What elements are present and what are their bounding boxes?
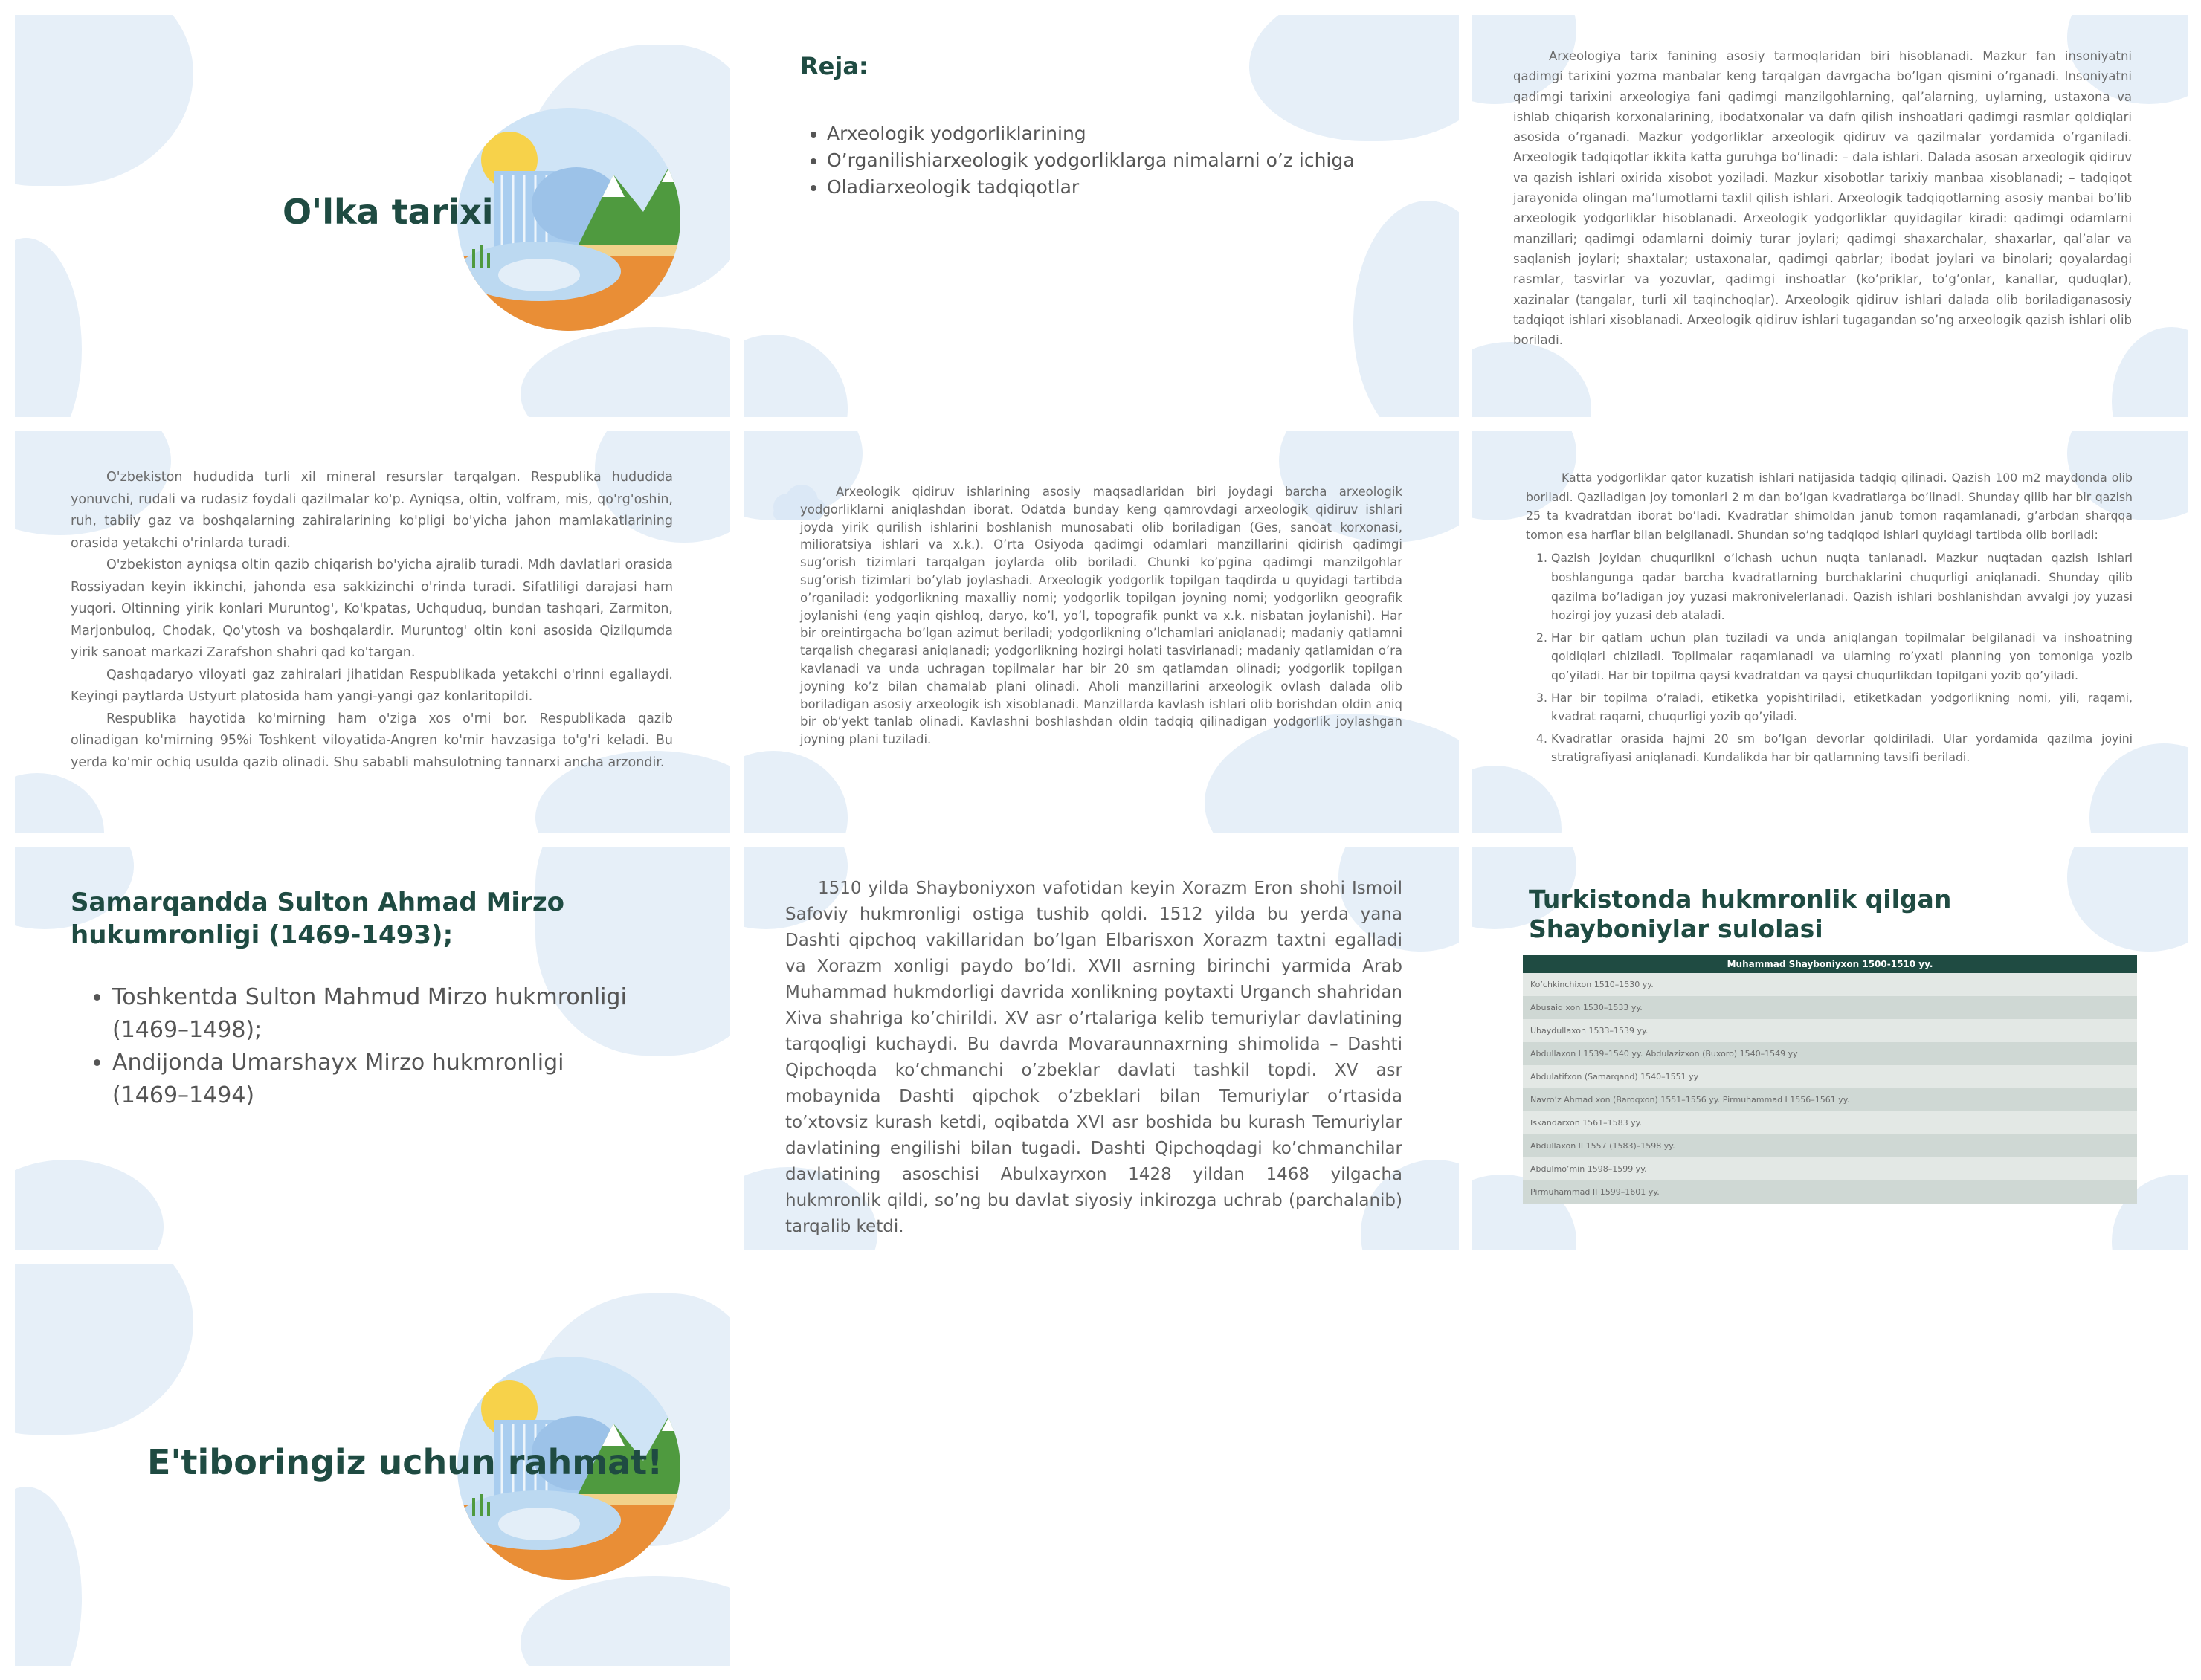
slide-qidiruv[interactable]: [744, 431, 1459, 833]
content-paragraph: Arxeologik qidiruv ishlarining asosiy maqsadlaridan biri joydagi barcha arxeologik yodgorliklarni aniqlashdan iborat. Odatda bunday keng qamrovdagi arxeologik qidiruv ishlari joyda yirik qurilish ishlarini boshlanish munosabati olib boriladigan (Ges, sanoat korxonasi, milioratsiya ishlari va x.k.). O’rta Osiyoda qadimgi odamlari manzillarini qidirish qadimgi sug’orish tizimlari tarqalgan joylarda olib boriladi. Chunki ko’pgina qadimgi manzilgohlar sug’orish tizimlari bo’ylab joylashadi. Arxeologik yodgorlik topilgan taqdirda u quyidagi tartibda o’rganiladi: yodgorlikning maxalliy nomi; yodgorlik topilgan joyning nomi; yodgorlikn geografik joylanishi (eng yaqin qishloq, daryo, ko’l, yo’l, topografik punkt va x.k. nisbatan joylanishi). Har bir oreintirgacha bo’lgan azimut beriladi; yodgorlikning o’lchamlari aniqlanadi; madaniy qatlamni tarqalish chegarasi aniqlanadi; yodgorlikning hozirgi holati tasvirlanadi; madaniy qatlamidan o’ra kavlanadi va unda uchragan topilmalar har bir 20 sm qatlamdan olinadi; yodgorlik topilgan joyning ko’z bilan chamalab plani olinadi. Aholi manzillarini arxeologik ovlash dalada olib boriladigan asosiy arxeologik ish xisoblanadi. Manzillarda kavlash ishlari olib borishdan oldin aniq bir ob’yekt tanlab olinadi. Kavlashni boshlashdan oldin tadqiq qilinadigan yodgorlik joylashgan joyning plani tuziladi.: [800, 485, 1402, 747]
slide-heading: Turkistonda hukmronlik qilgan Shayboniylar sulolasi: [1529, 885, 1952, 943]
decor-blob: [744, 335, 848, 417]
paragraph: Respublika hayotida ko'mirning ham o'ziga xos o'rni bor. Respublikada qazib olinadigan ko'mirning 95%i Toshkent viloyatida-Angren ko'mir havzasiga to'g'ri keladi. Bu yerda ko'mir ochiq usulda qazib olinadi. Shu sababli mahsulotning tannarxi ancha arzondir.: [71, 711, 673, 770]
paragraph: O'zbekiston hududida turli xil mineral resurslar tarqalgan. Respublika hududida yonuvchi, rudali va rudasiz foydali qazilmalar ko'p. Ayniqsa, oltin, volfram, mis, qo'rg'oshin, ruh, tabiiy gaz va boshqalarning zahiralarining ko'pligi bo'yicha jahon mamlakatlarining orasida yetakchi o'rinlarda turadi.: [71, 470, 673, 551]
rulers-list: [86, 981, 648, 1112]
table-row: Abusaid xon 1530–1533 yy.: [1523, 996, 2137, 1019]
decor-blob: [15, 773, 104, 833]
table-row: Abdullaxon I 1539–1540 yy. Abdulazizxon (Buxoro) 1540–1549 yy: [1523, 1042, 2137, 1065]
decor-blob: [15, 238, 82, 417]
paragraph: Qashqadaryo viloyati gaz zahiralari jihatidan Respublikada yetakchi o'rinni egallaydi. Keyingi paytlarda Ustyurt platosida ham yangi-yangi gaz konlaritopildi.: [71, 667, 673, 704]
slide-reja[interactable]: [744, 15, 1459, 417]
table-header: Muhammad Shayboniyxon 1500-1510 yy.: [1523, 955, 2137, 973]
plan-item: • Oladiarxeologik tadqiqotlar: [827, 174, 1355, 201]
decor-blob: [15, 15, 193, 186]
slide-heading: Samarqandda Sulton Ahmad Mirzo hukumronligi (1469-1493);: [71, 888, 564, 950]
closing-title: E'tiboringiz uchun rahmat!: [147, 1442, 663, 1482]
table-row: Abdulatifxon (Samarqand) 1540–1551 yy: [1523, 1065, 2137, 1088]
decor-blob: [1472, 342, 1591, 417]
slide-arxeologiya[interactable]: [1472, 15, 2188, 417]
ruler-item: • Andijonda Umarshayx Mirzo hukmronligi (1469–1494): [112, 1047, 648, 1112]
slide-closing[interactable]: [15, 1264, 730, 1666]
decor-blob: [521, 1576, 730, 1666]
table-row: Iskandarxon 1561–1583 yy.: [1523, 1111, 2137, 1134]
paragraph: O'zbekiston ayniqsa oltin qazib chiqarish bo'yicha ajralib turadi. Mdh davlatlari orasida Rossiyadan keyin ikkinchi, jahonda esa sakkizinchi o'rinda turadi. Sifatliligi darajasi ham yuqori. Oltinning yirik konlari Muruntog', Ko'kpatas, Uchquduq, bundan tashqari, Zarmiton, Marjonbuloq, Chodak, Qo'ytosh va boshqalardir. Muruntog' oltin koni asosida Qizilqumda yirik sanoat markazi Zarafshon shahri qad ko'targan.: [71, 558, 673, 660]
slide-xorazm[interactable]: [744, 847, 1459, 1250]
content-paragraphs: [71, 467, 673, 774]
slide-shayboniylar[interactable]: [1472, 847, 2188, 1250]
step-item: 3. Har bir topilma o’raladi, etiketka yopishtiriladi, etiketkadan yodgorlikning nomi, yili, raqami, kvadrat raqami, chuqurligi yozib qo’yiladi.: [1551, 688, 2133, 726]
table-row: Abdulmo’min 1598–1599 yy.: [1523, 1157, 2137, 1180]
table-row: Navro’z Ahmad xon (Baroqxon) 1551–1556 yy. Pirmuhammad I 1556–1561 yy.: [1523, 1088, 2137, 1111]
steps-list: [1526, 549, 2133, 767]
decor-blob: [15, 1487, 82, 1666]
slide-title-text: O'lka tarixi: [283, 192, 494, 232]
decor-blob: [15, 1160, 164, 1250]
table-row: Pirmuhammad II 1599–1601 yy.: [1523, 1180, 2137, 1204]
plan-list: [800, 120, 1355, 201]
table-row: Ko’chkinchixon 1510–1530 yy.: [1523, 973, 2137, 996]
intro-paragraph: Katta yodgorliklar qator kuzatish ishlari natijasida tadqiq qilinadi. Qazish 100 m2 maydonda olib boriladi. Qaziladigan joy tomonlari 2 m dan bo’lgan kvadratlarga bo’linadi. Shunday qilib har bir qazish 25 ta kvadratdan iborat bo’ladi. Kvadratlar shimoldan janub tomon raqamlanadi, g’arbdan sharqqa tomon esa harflar bilan belgilanadi. Shundan so’ng tadqiqod ishlari quyidagi tartibda olib boriladi:: [1526, 471, 2133, 542]
decor-blob: [521, 327, 730, 417]
step-item: 1. Qazish joyidan chuqurlikni o’lchash uchun nuqta tanlanadi. Mazkur nuqtadan qazish ishlari boshlangunga qadar barcha kvadratlarning burchaklarini chuqurligi aniqlanadi. Shunday qilib qazilma bo’ladigan joy yuzasi makronivelerlanadi. Qazish ishlari boshlanishdan avvalgi joy yuzasi hozirgi joy yuzasi deb ataladi.: [1551, 549, 2133, 624]
step-item: 4. Kvadratlar orasida hajmi 20 sm bo’lgan devorlar qoldiriladi. Ular yordamida qazilma joyini stratigrafiyasi aniqlanadi. Kundalikda har bir qatlamning tavsifi beriladi.: [1551, 729, 2133, 767]
decor-blob: [1353, 201, 1459, 417]
plan-heading: Reja:: [800, 52, 869, 80]
step-item: 2. Har bir qatlam uchun plan tuziladi va unda aniqlangan topilmalar belgilanadi va inshoatning qoldiqlari chiziladi. Topilmalar raqamlanadi va ularning ro’yxati planning yon tomoniga yozib qo’yiladi. Har bir topilma qaysi kvadratdan va qaysi chuqurlikdan topilgani yozib qo’yiladi.: [1551, 628, 2133, 685]
decor-blob: [1472, 766, 1562, 833]
plan-item: • Arxeologik yodgorliklarining: [827, 120, 1355, 147]
decor-blob: [744, 751, 848, 833]
content-block: [1526, 468, 2133, 770]
plan-item: • O’rganilishiarxeologik yodgorliklarga nimalarni o’z ichiga: [827, 147, 1355, 174]
dynasty-table: [1523, 955, 2137, 1204]
slide-resurslar[interactable]: [15, 431, 730, 833]
ruler-item: • Toshkentda Sulton Mahmud Mirzo hukmronligi (1469–1498);: [112, 981, 648, 1047]
decor-blob: [15, 1264, 193, 1435]
slide-hukmronlik[interactable]: [15, 847, 730, 1250]
table-row: Ubaydullaxon 1533–1539 yy.: [1523, 1019, 2137, 1042]
table-row: Abdullaxon II 1557 (1583)–1598 yy.: [1523, 1134, 2137, 1157]
slide-qazish[interactable]: [1472, 431, 2188, 833]
content-paragraph: Arxeologiya tarix fanining asosiy tarmoqlaridan biri hisoblanadi. Mazkur fan insoniyatni qadimgi tarixini yozma manbalar keng tarqalgan davrgacha bo’lgan qismini o’rganadi. Insoniyatni qadimgi tarixini arxeologiya fani qadimgi manzilgohlarning, qal’alarning, uylarning, ustaxona va ishlab chiqarish korxonalarining, ibodatxonalar va dafn qilish inshoatlari qadimgi rasmlar qoldiqlari asosida o’rganadi. Mazkur yodgorliklar arxeologik qidiruv va qazilmalar yordamida o’rganiladi. Arxeologik tadqiqotlar ikkita katta guruhga bo’linadi: – dala ishlari. Dalada asosan arxeologik qidiruv va qazish ishlari oxirida xisobot yoziladi. Mazkur xisobotlar tarixiy manbaa xisoblanadi; – tadqiqot jarayonida olingan ma’lumotlarni taxlil qilish ishlari. Arxeologik tadqiqotlarning asosiy manbai bo’lib arxeologik yodgorliklar hisoblanadi. Arxeologik yodgorliklar quyidagilar kiradi: qadimgi odamlarni manzillari; qadimgi odamlarni doimiy turar joylari; qadimgi shaxarchalar, shaxarlar, qal’alar va saqlanish joylari; shaxtalar; ustaxonalar, qadimgi qabrlar; ibodat joylari va binolari; qoyalardagi rasmlar, tasvirlar va yozuvlar, qadimgi inshoatlar (ko’priklar, to’g’onlar, kanallar, quduqlar), xazinalar (tangalar, turli xil taqinchoqlar). Arxeologik qidiruv ishlari dalada olib boriladiganasosiy tadqiqot ishlari xisoblanadi. Arxeologik qidiruv ishlari tugagandan so’ng arxeologik qazish ishlari olib boriladi.: [1513, 49, 2132, 348]
content-paragraph: 1510 yilda Shayboniyxon vafotidan keyin Xorazm Eron shohi Ismoil Safoviy hukmronligi ostiga tushib qoldi. 1512 yilda bu yerda yana Dashti qipchoq vakillaridan bo’lgan Elbarisxon Xorazm taxtni egalladi va Xorazm xonligi paydo bo’ldi. XVII asrning birinchi yarmida Arab Muhammad hukmdorligi davrida xonlikning poytaxti Urganch shahridan Xiva shahriga ko’chirildi. XV asr o’rtalariga kelib temuriylar davlatining tarqoqligi kuchaydi. Bu davrda Movaraunnaxrning shimolida – Dashti Qipchoqda ko’chmanchi o’zbeklar davlati tashkil topdi. XV asr mobaynida Dashti qipchok o’zbeklari bilan Temuriylar o’rtasida to’xtovsiz kurash ketdi, oqibatda XVI asr boshida bu kurash Temuriylar davlatining engilishi bilan tugadi. Dashti Qipchoqdagi ko’chmanchilar davlatining asoschisi Abulxayrxon 1428 yildan 1468 yilgacha hukmronlik qildi, so’ng bu davlat siyosiy inkirozga uchrab (parchalanib) tarqalib ketdi.: [785, 879, 1402, 1236]
slide-title[interactable]: [15, 15, 730, 417]
dynasty-table-wrap: [1523, 955, 2137, 1204]
